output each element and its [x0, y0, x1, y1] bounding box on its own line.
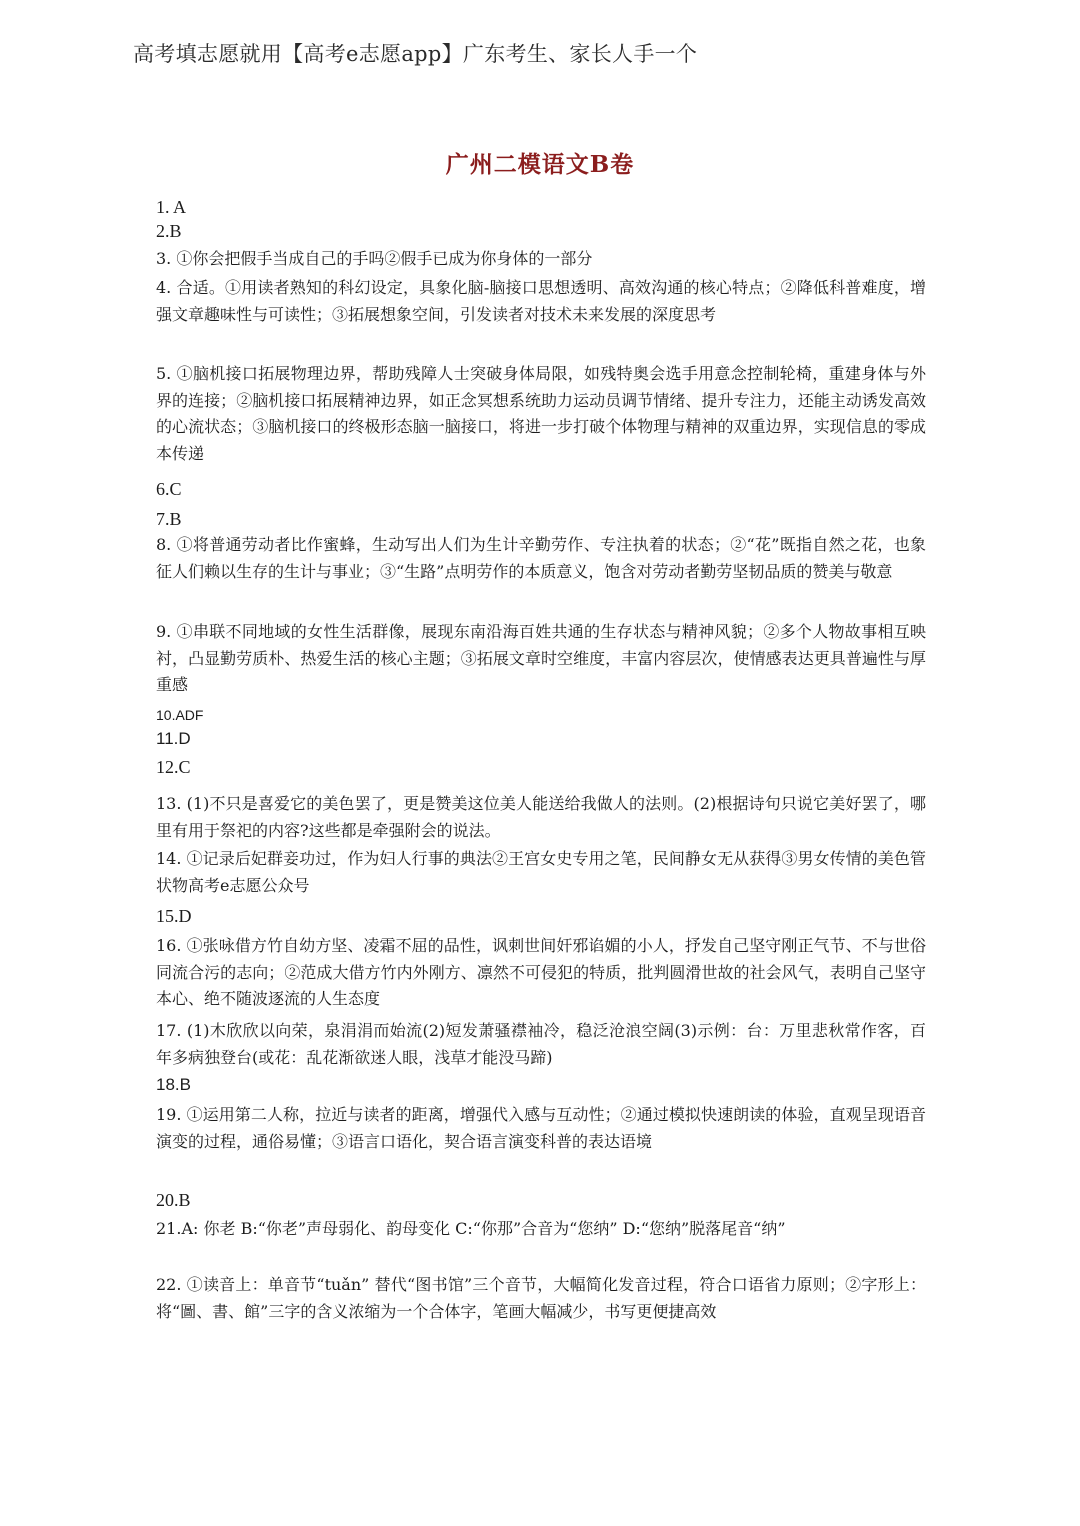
answer-4: 4. 合适。①用读者熟知的科幻设定，具象化脑-脑接口思想透明、高效沟通的核心特点；②降低科普难度，增强文章趣味性与可读性；③拓展想象空间，引发读者对技术未来发展的深度思考 — [156, 278, 926, 324]
page-title: 广州二模语文B卷 — [445, 151, 635, 178]
answer-17: 17. (1)木欣欣以向荣，泉涓涓而始流(2)短发萧骚襟袖冷，稳泛沧浪空阔(3)示例：台：万里悲秋常作客，百年多病独登台(或花：乱花渐欲迷人眼，浅草才能没马蹄) — [156, 1021, 926, 1067]
answer-1: 1. A — [156, 197, 187, 217]
answer-11: 11.D — [156, 729, 191, 748]
answer-22: 22. ①读音上：单音节“tuǎn” 替代“图书馆”三个音节，大幅简化发音过程，符合口语省力原则；②字形上：将“圖、書、館”三字的含义浓缩为一个合体字，笔画大幅减少，书写更便捷高效 — [156, 1275, 926, 1321]
answer-14: 14. ①记录后妃群妾功过，作为妇人行事的典法②王宫女史专用之笔，民间静女无从获得③男女传情的美色管状物高考e志愿公众号 — [156, 849, 926, 895]
answer-8: 8. ①将普通劳动者比作蜜蜂，生动写出人们为生计辛勤劳作、专注执着的状态；②“花”既指自然之花，也象征人们赖以生存的生计与事业；③“生路”点明劳作的本质意义，饱含对劳动者勤劳坚韧品质的赞美与敬意 — [156, 535, 926, 581]
promo-header: 高考填志愿就用【高考e志愿app】广东考生、家长人手一个 — [133, 42, 698, 66]
answer-12: 12.C — [156, 757, 191, 777]
answer-20: 20.B — [156, 1190, 191, 1210]
answer-7: 7.B — [156, 509, 182, 529]
answer-18: 18.B — [156, 1075, 191, 1094]
answer-9: 9. ①串联不同地域的女性生活群像，展现东南沿海百姓共通的生存状态与精神风貌；②多个人物故事相互映衬，凸显勤劳质朴、热爱生活的核心主题；③拓展文章时空维度，丰富内容层次，使情感表达更具普遍性与厚重感 — [156, 622, 926, 694]
answer-6: 6.C — [156, 479, 182, 499]
answer-3: 3. ①你会把假手当成自己的手吗②假手已成为你身体的一部分 — [156, 249, 593, 268]
answer-16: 16. ①张咏借方竹自幼方坚、凌霜不屈的品性，讽刺世间奸邪谄媚的小人，抒发自己坚守刚正气节、不与世俗同流合污的志向；②范成大借方竹内外刚方、凛然不可侵犯的特质，批判圆滑世故的社会风气，表明自己坚守本心、绝不随波逐流的人生态度 — [156, 936, 926, 1008]
answer-15: 15.D — [156, 906, 192, 926]
answer-21: 21.A: 你老 B:“你老”声母弱化、韵母变化 C:“你那”合音为“您纳” D:“您纳”脱落尾音“纳” — [156, 1219, 786, 1238]
answer-2: 2.B — [156, 221, 182, 241]
answer-5: 5. ①脑机接口拓展物理边界，帮助残障人士突破身体局限，如残特奥会选手用意念控制轮椅，重建身体与外界的连接；②脑机接口拓展精神边界，如正念冥想系统助力运动员调节情绪、提升专注力，还能主动诱发高效的心流状态；③脑机接口的终极形态脑一脑接口，将进一步打破个体物理与精神的双重边界，实现信息的零成本传递 — [156, 364, 926, 463]
answer-19: 19. ①运用第二人称，拉近与读者的距离，增强代入感与互动性；②通过模拟快速朗读的体验，直观呈现语音演变的过程，通俗易懂；③语言口语化，契合语言演变科普的表达语境 — [156, 1105, 926, 1151]
answer-13: 13. (1)不只是喜爱它的美色罢了，更是赞美这位美人能送给我做人的法则。(2)根据诗句只说它美好罢了，哪里有用于祭祀的内容?这些都是牵强附会的说法。 — [156, 794, 926, 840]
answer-10: 10.ADF — [156, 707, 204, 723]
